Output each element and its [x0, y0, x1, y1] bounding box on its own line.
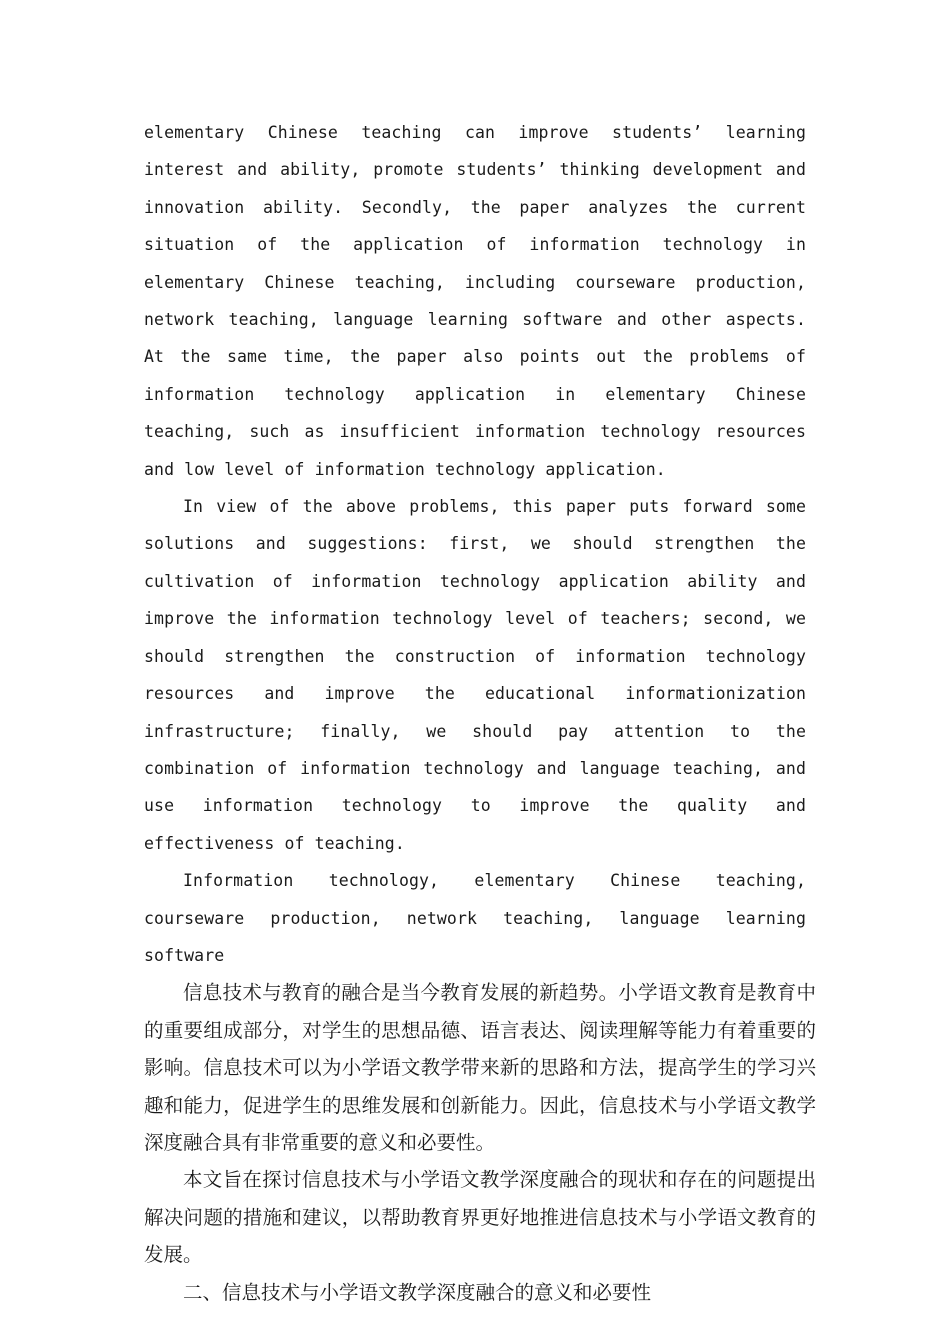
abstract-paragraph-1: elementary Chinese teaching can improve students’ learning interest and ability, promote students’ thinking development and innovation ability. Secondly, the paper analyzes the current situation of the application of information technology in elementary Chinese teaching, including courseware production, network teaching, language learning software and other aspects. At the same time, the paper also points out the problems of information technology application in elementary Chinese teaching, such as insufficient information technology resources and low level of information technology application.	[144, 123, 806, 479]
intro-paragraph-2: 本文旨在探讨信息技术与小学语文教学深度融合的现状和存在的问题提出解决问题的措施和建议，以帮助教育界更好地推进信息技术与小学语文教育的发展。	[144, 1168, 816, 1267]
page-content	[144, 114, 816, 1311]
abstract-paragraph-2: In view of the above problems, this paper puts forward some solutions and suggestions: first, we should strengthen the cultivation of information technology application ability and improve the information technology level of teachers; second, we should strengthen the construction of information technology resources and improve the educational informationization infrastructure; finally, we should pay attention to the combination of information technology and language teaching, and use information technology to improve the quality and effectiveness of teaching.	[144, 497, 806, 853]
abstract-keywords: Information technology, elementary Chinese teaching, courseware production, network teaching, language learning software	[144, 871, 806, 965]
section-heading: 二、信息技术与小学语文教学深度融合的意义和必要性	[183, 1280, 652, 1304]
intro-paragraph-1: 信息技术与教育的融合是当今教育发展的新趋势。小学语文教育是教育中的重要组成部分，对学生的思想品德、语言表达、阅读理解等能力有着重要的影响。信息技术可以为小学语文教学带来新的思路和方法，提高学生的学习兴趣和能力，促进学生的思维发展和创新能力。因此，信息技术与小学语文教学深度融合具有非常重要的意义和必要性。	[144, 981, 816, 1154]
